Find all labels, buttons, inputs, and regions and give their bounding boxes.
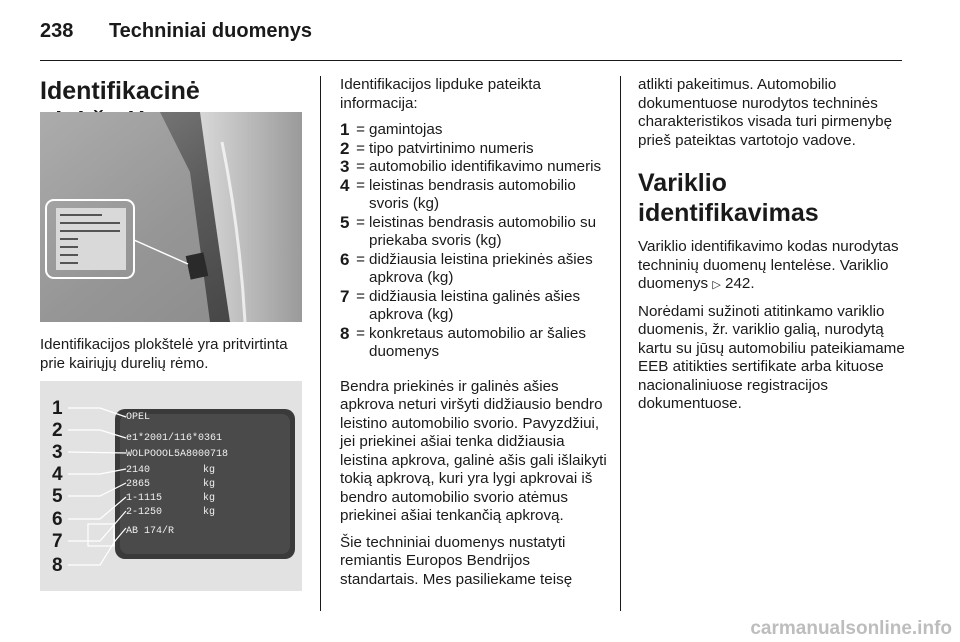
door-frame-photo [40,112,302,322]
section-title: Techniniai duomenys [108,20,312,42]
plate-front-axle: 1-1115 [126,493,163,504]
plate-unit-2: kg [203,479,216,490]
page-reference-icon: ▷ [712,279,721,291]
column-3 [638,76,910,422]
list-intro: Identifikacijos lipduke pateikta informacija: [340,76,541,112]
list-item: 3 = automobilio identifikavimo numeris [340,157,602,176]
plate-unit-3: kg [203,493,216,504]
callout-8: 8 [52,555,63,576]
heading-identification-plate: Identifikacinė [40,77,200,105]
callout-4: 4 [52,464,63,485]
list-item: 5 = leistinas bendrasis automobilio su priekaba svoris (kg) [340,212,597,249]
standards-paragraph-continued: atlikti pakeitimus. Automobilio dokumentuose nurodytos techninės charakteristikos visada turi pirmenybę prieš pateiktas vartotojo vadove. [638,76,893,149]
page-header [40,20,312,43]
callout-3: 3 [52,442,63,463]
engine-code-paragraph: Variklio identifikavimo kodas nurodytas techninių duomenų lentelėse. Variklio duomenys ▷ 242. [638,238,899,292]
column-2 [340,76,610,597]
list-item: 1 = gamintojas [340,120,443,139]
plate-country-data: AB 174/R [126,526,175,537]
watermark: carmanualsonline.info [750,618,952,639]
header-rule [40,60,902,61]
plate-train-weight: 2865 [126,479,151,490]
engine-data-paragraph: Norėdami sužinoti atitinkamo variklio duomenis, žr. variklio galią, nurodytą kartu su jūsų automobiliu pateikiamame EEB atitikties sertifikate arba kituose nacionaliniuose registracijos dokumentuose. [638,302,905,412]
plate-gross-weight: 2140 [126,465,151,476]
axle-load-paragraph: Bendra priekinės ir galinės ašies apkrova neturi viršyti didžiausio bendro leistino automobilio svorio. Pavyzdžiui, jei priekinei ašiai tenka didžiausia leistina apkrova, galinė ašis gali išlaikyti tokią apkrovą, kuri yra lygi apkrovai iš bendro automobilio svorio atėmus priekinei ašiai tenkančią apkrovą. [340,377,607,524]
standards-paragraph: Šie techniniai duomenys nustatyti remiantis Europos Bendrijos standartais. Mes pasiliekame teisę [340,533,573,588]
plate-vin: WOLPOOOL5A8000718 [126,449,229,460]
callout-6: 6 [52,509,63,530]
heading-engine-identification: Variklio identifikavimas [638,169,819,227]
plate-type-approval: e1*2001/116*0361 [126,433,223,444]
plate-field-list [340,121,610,362]
callout-5: 5 [52,486,63,507]
list-item: 4 = leistinas bendrasis automobilio svoris (kg) [340,175,576,212]
identification-plate-diagram [40,381,302,591]
page-reference-link[interactable]: 242. [725,275,755,292]
list-item: 6 = didžiausia leistina priekinės ašies apkrova (kg) [340,249,593,286]
list-item: 2 = tipo patvirtinimo numeris [340,138,534,158]
callout-7: 7 [52,531,63,552]
plate-manufacturer: OPEL [126,412,151,423]
list-item: 7 = didžiausia leistina galinės ašies apkrova (kg) [340,286,581,323]
callout-2: 2 [52,420,63,441]
callout-1: 1 [52,398,63,419]
page-number: 238 [40,20,74,42]
photo-caption: Identifikacijos plokštelė yra pritvirtinta prie kairiųjų durelių rėmo. [40,336,288,372]
plate-rear-axle: 2-1250 [126,507,163,518]
plate-unit-4: kg [203,507,216,518]
plate-unit-1: kg [203,465,216,476]
column-divider-1 [320,76,321,611]
column-divider-2 [620,76,621,611]
list-item: 8 = konkretaus automobilio ar šalies duomenys [340,323,586,360]
